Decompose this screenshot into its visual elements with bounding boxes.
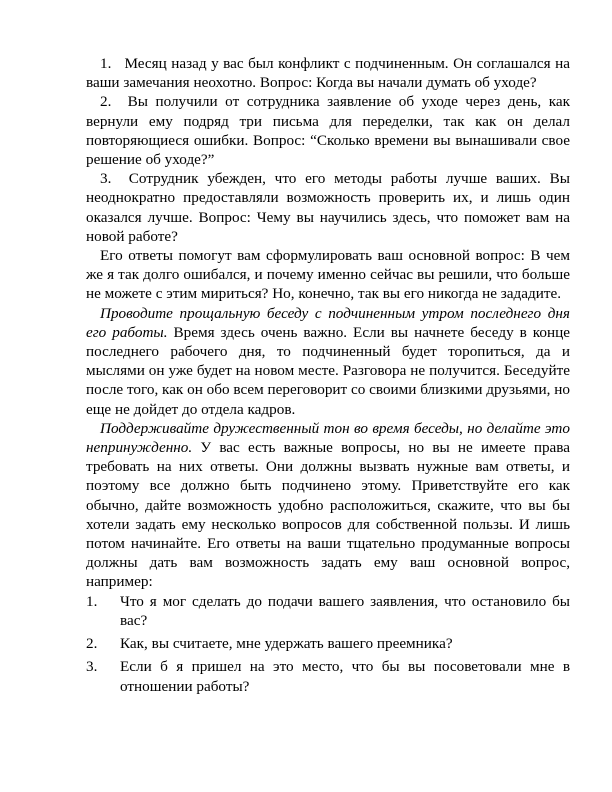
list-item-number: 2. (86, 635, 98, 653)
paragraph-number: 1. (100, 55, 112, 72)
document-body (86, 54, 570, 700)
list-item-text: Что я мог сделать до подачи вашего заявления, что остановило бы вас? (120, 592, 570, 629)
tone-text: У вас есть важные вопросы, но вы не имеете права требовать на них ответы. Они должны вызвать нужные вам ответы, и поэтому все должно быть подчинено этому. Приветствуйте его как обычно, дайте возможность удобно расположиться, скажите, что вы бы хотели задать ему несколько вопросов для собственной пользы. И лишь потом начинайте. Его ответы на ваши тщательно продуманные вопросы должны дать вам возможность задать ему ваш основной вопрос, например: (86, 439, 570, 591)
paragraph-text: Сотрудник убежден, что его методы работы лучше ваших. Вы неоднократно предоставляли возможность проверить их, и лишь один оказался лучше. Вопрос: Чему вы научились здесь, что поможет вам на новой работе? (86, 170, 570, 245)
paragraph-number: 2. (100, 93, 112, 111)
paragraph-text: Месяц назад у вас был конфликт с подчиненным. Он соглашался на ваши замечания неохотно. Вопрос: Когда вы начали думать об уходе? (86, 55, 571, 92)
farewell-text: Время здесь очень важно. Если вы начнете беседу в конце последнего рабочего дня, то подчиненный будет торопиться, да и мыслями он уже будет на новом месте. Разговора не получится. Беседуйте после того, как он обо всем переговорит со своими близкими друзьями, но еще не дойдет до отдела кадров. (86, 323, 570, 418)
list-item-text: Как, вы считаете, мне удержать вашего преемника? (120, 635, 453, 653)
farewell-heading-italic: Проводите прощальную беседу с подчиненным утром последнего дня его работы. (86, 304, 570, 341)
example-questions-list (86, 592, 570, 696)
list-item (86, 657, 570, 695)
list-item-number: 3. (86, 658, 98, 676)
numbered-paragraph (86, 169, 570, 246)
tone-heading-italic: Поддерживайте дружественный тон во время беседы, но делайте это непринужденно. (86, 419, 570, 457)
list-item (86, 592, 570, 630)
paragraph-number: 3. (100, 170, 112, 188)
farewell-paragraph (86, 304, 570, 419)
paragraph-text: Вы получили от сотрудника заявление об уходе через день, как вернули ему подряд три письма для переделки, так как он делал повторяющиеся ошибки. Вопрос: “Сколько времени вы вынашивали свое решение об уходе?” (86, 93, 570, 169)
list-item (86, 634, 570, 653)
answers-paragraph: Его ответы помогут вам сформулировать ваш основной вопрос: В чем же я так долго ошибался, и почему именно сейчас вы решили, что больше не можете с этим мириться? Но, конечно, так вы его никогда не зададите. (86, 247, 570, 303)
numbered-paragraph (86, 92, 570, 169)
numbered-paragraph (86, 54, 570, 92)
tone-paragraph (86, 419, 570, 592)
list-item-text: Если б я пришел на это место, что бы вы посоветовали мне в отношении работы? (120, 658, 570, 695)
list-item-number: 1. (86, 592, 98, 610)
